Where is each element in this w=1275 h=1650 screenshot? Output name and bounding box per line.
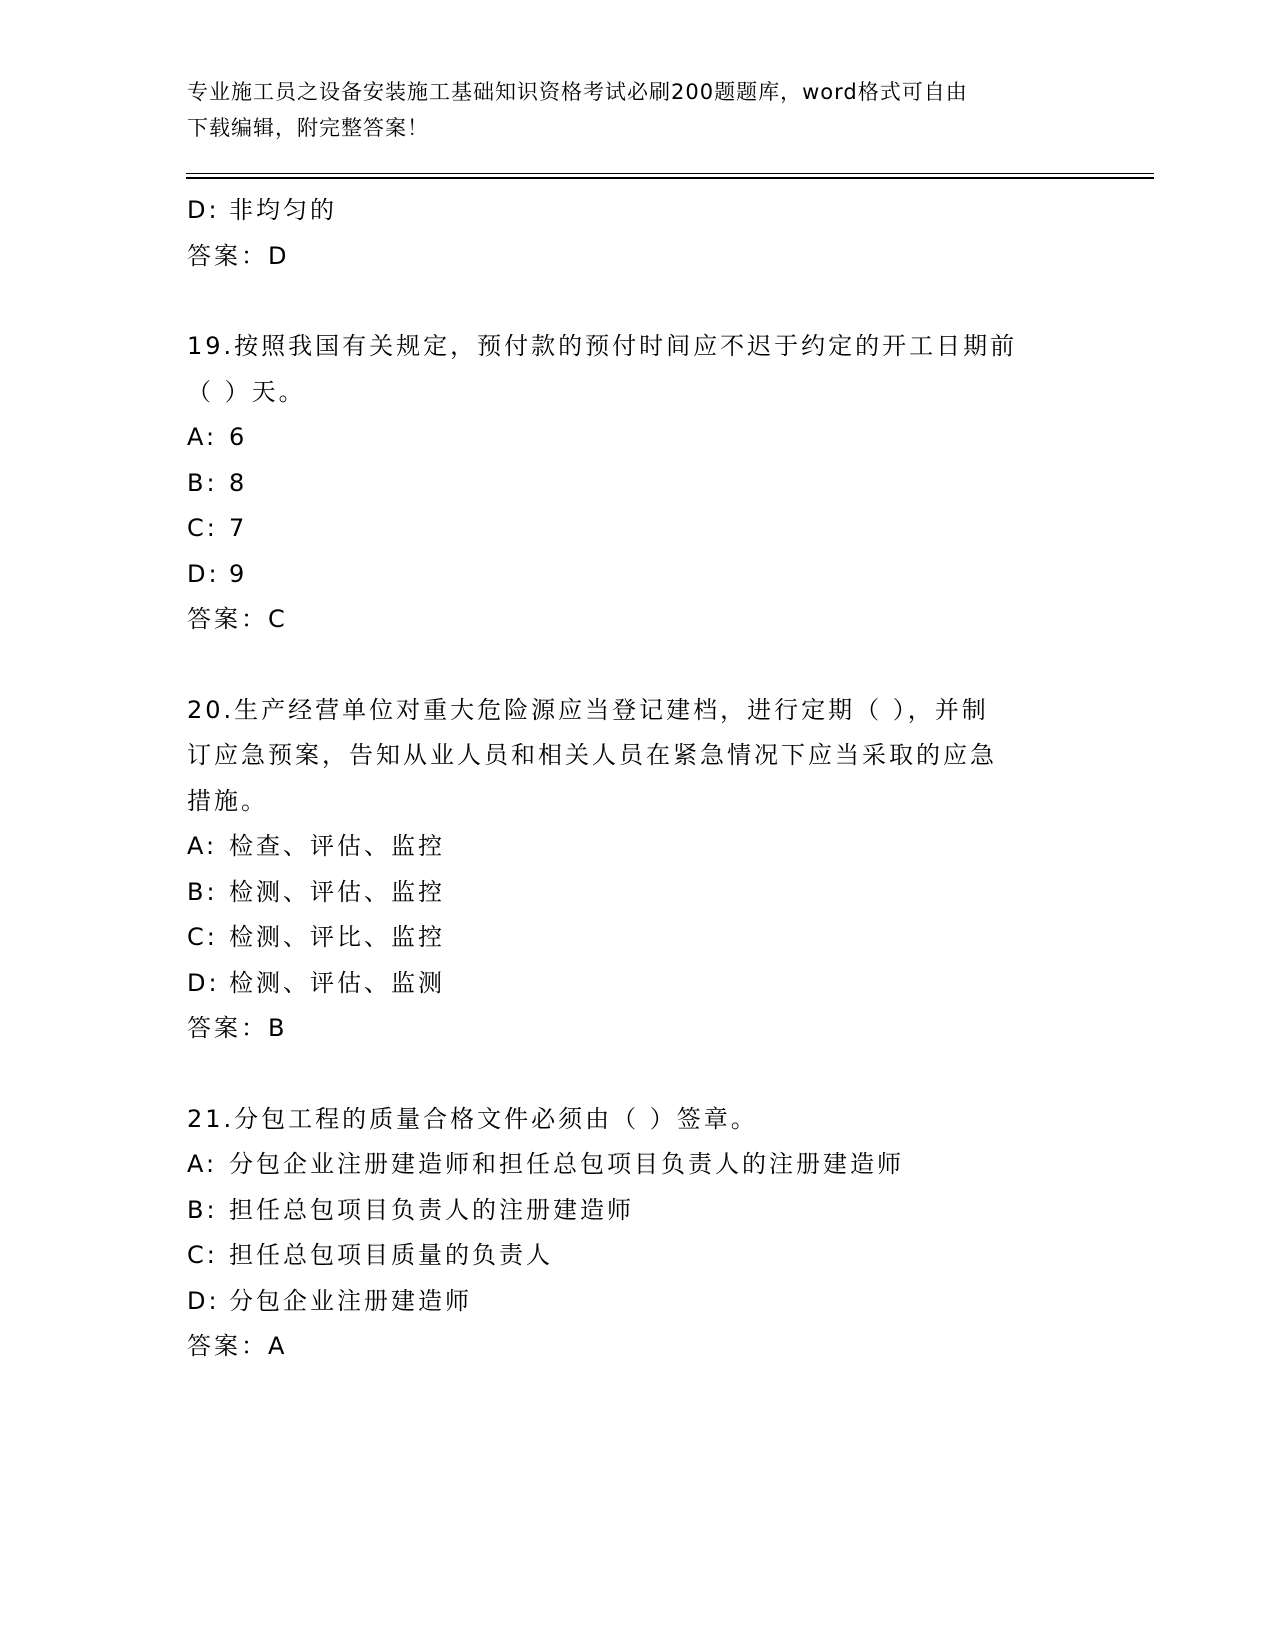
- question-21: [187, 1097, 1077, 1370]
- option-c: [187, 1233, 1077, 1279]
- option-a: [187, 415, 1077, 461]
- option-b: [187, 461, 1077, 507]
- question-stem-line: 21.分包工程的质量合格文件必须由（ ）签章。: [187, 1104, 758, 1133]
- option-label: A:: [187, 423, 218, 451]
- option-text: 检测、评比、监控: [229, 923, 445, 951]
- answer: [187, 1006, 1077, 1052]
- answer-label: 答案：: [187, 241, 268, 270]
- option-text: 分包企业注册建造师: [229, 1286, 472, 1315]
- option-d: [187, 961, 1077, 1007]
- option-a: [187, 824, 1077, 870]
- answer-label: 答案：: [187, 605, 268, 633]
- header-title-line-1: 专业施工员之设备安装施工基础知识资格考试必刷200题题库，word格式可自由: [187, 80, 968, 104]
- option-d: [187, 552, 1077, 598]
- option-label: D:: [187, 1286, 220, 1315]
- question-stem-line: 措施。: [187, 786, 268, 815]
- answer-label: 答案：: [187, 1014, 268, 1042]
- header-title-line-2: 下载编辑，附完整答案！: [187, 116, 429, 140]
- page-header: [187, 74, 1087, 146]
- option-text: 检测、评估、监控: [229, 877, 445, 906]
- option-text: 非均匀的: [229, 196, 337, 224]
- option-label: C:: [187, 514, 218, 542]
- question-stem-line: 19.按照我国有关规定，预付款的预付时间应不迟于约定的开工日期前: [187, 332, 1018, 360]
- option-label: B:: [187, 1195, 218, 1224]
- option-text: 担任总包项目负责人的注册建造师: [229, 1195, 634, 1224]
- option-label: D:: [187, 559, 220, 588]
- option-text: 9: [229, 559, 248, 588]
- option-text: 分包企业注册建造师和担任总包项目负责人的注册建造师: [229, 1150, 904, 1178]
- answer: [187, 597, 1077, 643]
- answer-value: A: [268, 1332, 288, 1360]
- option-label: D:: [187, 196, 220, 224]
- option-text: 6: [229, 423, 248, 451]
- answer-value: D: [268, 241, 290, 270]
- option-text: 8: [229, 468, 248, 497]
- option-c: [187, 915, 1077, 961]
- answer-label: 答案：: [187, 1332, 268, 1360]
- option-b: [187, 870, 1077, 916]
- option-d: [187, 1279, 1077, 1325]
- option-label: C:: [187, 1241, 218, 1269]
- option-label: B:: [187, 468, 218, 497]
- option-c: [187, 506, 1077, 552]
- option-b: [187, 1188, 1077, 1234]
- question-19: [187, 324, 1077, 643]
- option-text: 担任总包项目质量的负责人: [229, 1241, 553, 1269]
- option-label: D:: [187, 968, 220, 997]
- option-d-carryover: [187, 188, 1077, 234]
- question-20: [187, 688, 1077, 1052]
- answer-value: B: [268, 1014, 288, 1042]
- option-label: A:: [187, 1150, 218, 1178]
- answer-value: C: [268, 605, 288, 633]
- option-a: [187, 1142, 1077, 1188]
- option-label: C:: [187, 923, 218, 951]
- question-stem-line: 20.生产经营单位对重大危险源应当登记建档，进行定期（ ），并制: [187, 695, 989, 724]
- question-stem-line: 订应急预案，告知从业人员和相关人员在紧急情况下应当采取的应急: [187, 741, 997, 769]
- option-label: A:: [187, 832, 218, 860]
- option-text: 7: [229, 514, 248, 542]
- answer: [187, 1324, 1077, 1370]
- header-divider-thin: [186, 173, 1154, 174]
- option-text: 检查、评估、监控: [229, 832, 445, 860]
- answer-carryover: [187, 234, 1077, 280]
- option-label: B:: [187, 877, 218, 906]
- option-text: 检测、评估、监测: [229, 968, 445, 997]
- question-stem-line: （ ）天。: [187, 377, 306, 406]
- question-content: [187, 188, 1077, 1370]
- header-divider-thick: [186, 177, 1154, 179]
